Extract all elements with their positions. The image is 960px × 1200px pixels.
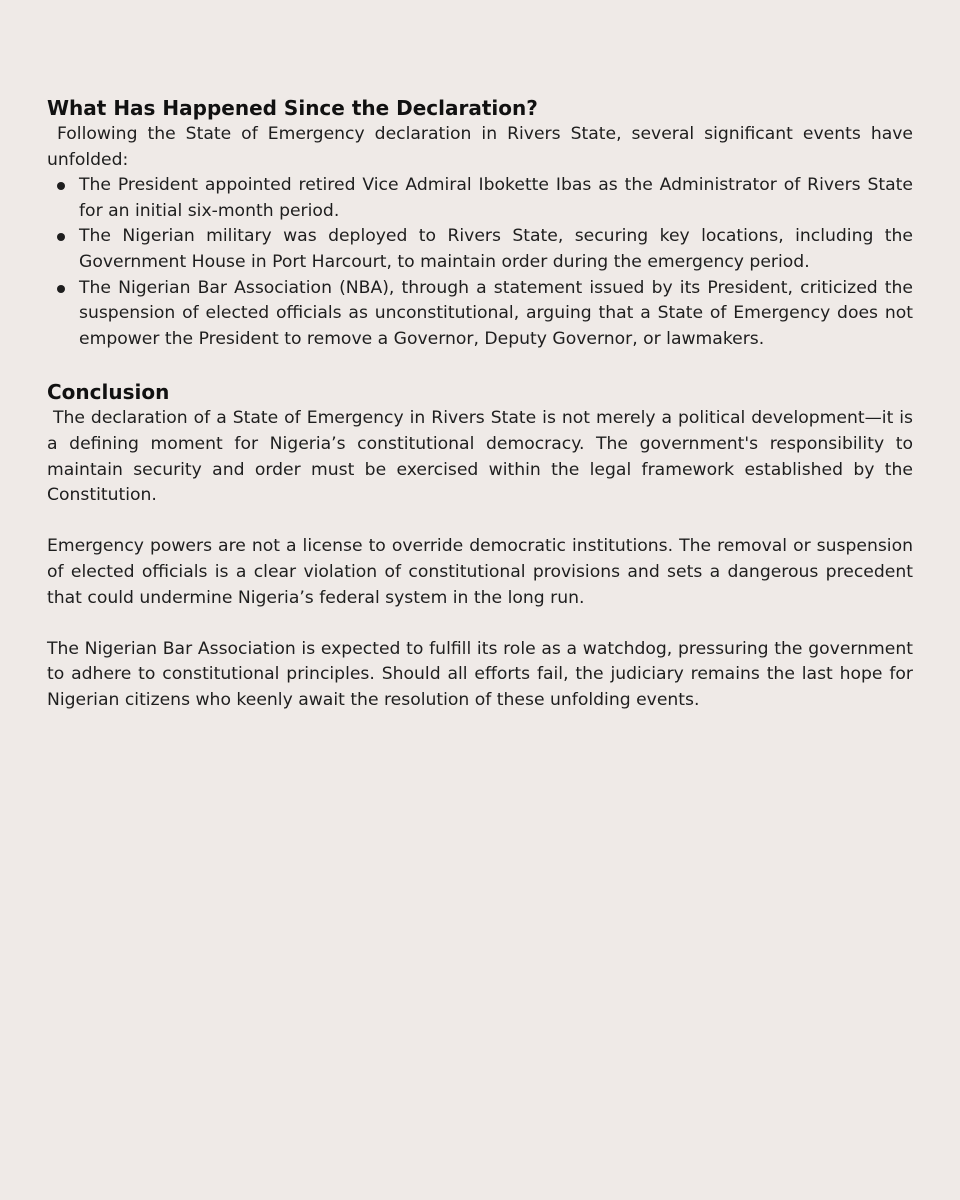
- conclusion-paragraph: The declaration of a State of Emergency in Rivers State is not merely a political development—it is a defining moment for Nigeria’s constitutional democracy. The government's responsibility to maintain security and order must be exercised within the legal framework established by the Constitution.: [47, 408, 919, 506]
- section-since-declaration: [47, 94, 919, 352]
- list-item: [79, 276, 913, 353]
- section-heading-since-declaration: What Has Happened Since the Declaration?: [47, 96, 538, 120]
- bullet-dot-icon: [57, 285, 65, 293]
- list-item: [79, 224, 913, 275]
- list-item-text: The President appointed retired Vice Admiral Ibokette Ibas as the Administrator of Rivers State for an initial six-month period.: [79, 175, 913, 221]
- conclusion-paragraph: The Nigerian Bar Association is expected to fulfill its role as a watchdog, pressuring the government to adhere to constitutional principles. Should all efforts fail, the judiciary remains the last hope for Nigerian citizens who keenly await the resolution of these unfolding events.: [47, 638, 913, 710]
- bullet-dot-icon: [57, 182, 65, 190]
- section-intro: Following the State of Emergency declaration in Rivers State, several significant events have unfolded:: [47, 124, 919, 170]
- bullet-dot-icon: [57, 233, 65, 241]
- list-item-text: The Nigerian military was deployed to Rivers State, securing key locations, including the Government House in Port Harcourt, to maintain order during the emergency period.: [79, 226, 913, 272]
- section-heading-conclusion: Conclusion: [47, 380, 170, 405]
- list-item: [79, 173, 913, 224]
- list-item-text: The Nigerian Bar Association (NBA), through a statement issued by its President, criticized the suspension of elected officials as unconstitutional, arguing that a State of Emergency does not empower the President to remove a Governor, Deputy Governor, or lawmakers.: [79, 277, 913, 349]
- events-list: [47, 173, 913, 352]
- section-conclusion: [47, 378, 919, 713]
- conclusion-paragraph: Emergency powers are not a license to override democratic institutions. The removal or suspension of elected officials is a clear violation of constitutional provisions and sets a dangerous precedent that could undermine Nigeria’s federal system in the long run.: [47, 536, 913, 608]
